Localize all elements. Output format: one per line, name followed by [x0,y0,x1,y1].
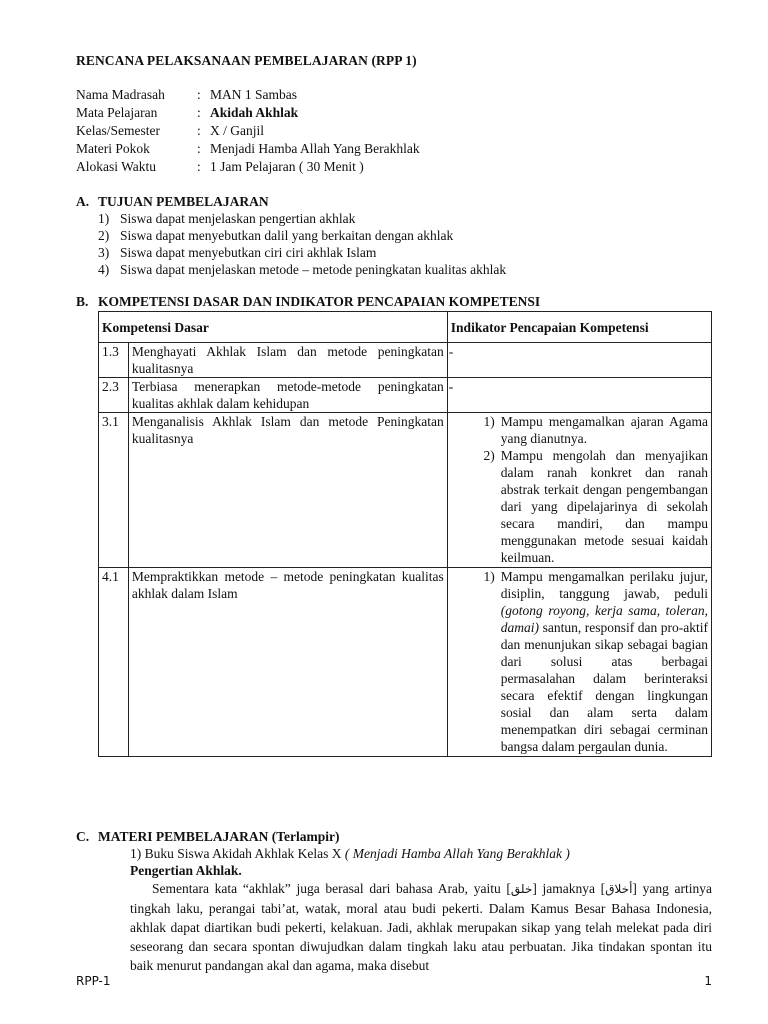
indicator-dash: - [447,378,711,413]
indicator-italic-part: (gotong royong, kerja sama, toleran, damai) [500,603,708,635]
list-item [98,227,506,244]
kd-number: 2.3 [99,378,129,413]
arabic-word: خلق [510,882,533,896]
info-row [76,86,420,104]
info-row [76,140,420,158]
header-indikator: Indikator Pencapaian Kompetensi [447,312,711,343]
list-item [98,244,506,261]
list-number: 2) [98,228,110,243]
section-b-heading [76,294,540,310]
indicator-number: 1) [483,569,495,584]
list-number: 4) [98,262,110,277]
info-row [76,158,420,176]
list-item [98,210,506,227]
indicator-text-part: Mampu mengamalkan perilaku jujur, disiplin, tanggung jawab, peduli [500,569,708,601]
list-item [98,261,506,278]
indicator-item [451,447,708,566]
indicator-text [501,568,708,755]
indicator-text: Mampu mengamalkan ajaran Agama yang dianutnya. [500,414,708,446]
info-colon: : [197,105,201,120]
paragraph-text: ] jamaknya [ [532,881,606,896]
info-value: 1 Jam Pelajaran ( 30 Menit ) [210,159,364,174]
info-colon: : [197,87,201,102]
indicator-item [451,413,708,447]
section-title: MATERI PEMBELAJARAN (Terlampir) [98,829,340,844]
section-c-heading [76,828,712,845]
section-letter: A. [76,194,90,209]
section-letter: B. [76,294,89,309]
info-colon: : [197,141,201,156]
indicator-item [451,568,708,755]
objectives-list [98,210,506,278]
info-value: X / Ganjil [210,123,264,138]
indicator-number: 1) [483,414,495,429]
competency-table [98,311,712,757]
kd-text: Mempraktikkan metode – metode peningkatan kualitas akhlak dalam Islam [128,568,447,757]
page-number: 1 [704,974,712,988]
section-a-heading [76,194,269,210]
kd-number: 4.1 [99,568,129,757]
section-title: TUJUAN PEMBELAJARAN [98,194,269,209]
info-colon: : [197,159,201,174]
indicator-number: 2) [483,448,495,463]
kd-text: Menganalisis Akhlak Islam dan metode Peningkatan kualitasnya [128,413,447,568]
list-text: Siswa dapat menyebutkan dalil yang berkaitan dengan akhlak [120,228,454,243]
material-paragraph [130,879,712,975]
info-row [76,104,420,122]
info-label: Alokasi Waktu [76,159,157,174]
info-value: Akidah Akhlak [210,105,299,120]
info-row [76,122,420,140]
indicator-text-part: santun, responsif dan pro-aktif dan menunjukan sikap sebagai bagian dari solusi atas berbagai permasalahan dalam berinteraksi secara efektif dengan lingkungan sosial dan alam serta dalam menempatkan diri sebagai cerminan bangsa dalam pergaulan dunia. [500,620,708,754]
kd-text: Terbiasa menerapkan metode-metode peningkatan kualitas akhlak dalam kehidupan [128,378,447,413]
indicator-cell [447,568,711,757]
kd-text: Menghayati Akhlak Islam dan metode peningkatan kualitasnya [128,343,447,378]
material-subheading: Pengertian Akhlak. [130,863,242,878]
table-row [99,413,712,568]
material-item [76,845,712,862]
section-title: KOMPETENSI DASAR DAN INDIKATOR PENCAPAIAN KOMPETENSI [98,294,541,309]
material-subtitle: ( Menjadi Hamba Allah Yang Berakhlak ) [344,846,570,861]
list-number: 3) [98,245,110,260]
paragraph-text: Sementara kata “akhlak” juga berasal dari bahasa Arab, yaitu [ [152,881,511,896]
info-label: Mata Pelajaran [76,105,158,120]
arabic-word: أخلاق [605,882,633,896]
indicator-cell [447,413,711,568]
info-label: Nama Madrasah [76,87,165,102]
list-number: 1) [130,846,142,861]
material-title: Buku Siswa Akidah Akhlak Kelas X [144,846,342,861]
info-label: Materi Pokok [76,141,150,156]
table-row [99,378,712,413]
table-row [99,568,712,757]
footer-label: RPP-1 [76,974,111,988]
info-value: Menjadi Hamba Allah Yang Berakhlak [210,141,420,156]
kd-number: 3.1 [99,413,129,568]
list-text: Siswa dapat menyebutkan ciri ciri akhlak Islam [120,245,377,260]
table-header-row [99,312,712,343]
document-title: RENCANA PELAKSANAAN PEMBELAJARAN (RPP 1) [76,53,417,68]
section-c [76,828,712,879]
list-text: Siswa dapat menjelaskan metode – metode peningkatan kualitas akhlak [120,262,507,277]
table-row [99,343,712,378]
header-kompetensi-dasar: Kompetensi Dasar [99,312,448,343]
list-text: Siswa dapat menjelaskan pengertian akhlak [120,211,356,226]
info-label: Kelas/Semester [76,123,160,138]
section-letter: C. [76,829,90,844]
indicator-text: Mampu mengolah dan menyajikan dalam ranah konkret dan ranah abstrak terkait dengan pengembangan dari yang dipelajarinya di sekolah secara mandiri, dan mampu menggunakan metode sesuai kaidah keilmuan. [500,448,708,565]
info-value: MAN 1 Sambas [210,87,297,102]
info-colon: : [197,123,201,138]
identity-block [76,86,420,176]
indicator-dash: - [447,343,711,378]
list-number: 1) [98,211,110,226]
kd-number: 1.3 [99,343,129,378]
paragraph-text: ] yang artinya tingkah laku, perangai tabi’at, watak, moral atau budi pekerti. Dalam Kamus Besar Bahasa Indonesia, akhlak dapat diartikan budi pekerti, kelakuan. Jadi, akhlak merupakan sikap yang telah melekat pada diri seseorang dan secara spontan diwujudkan dalam tingkah laku atau perbuatan. Jika tindakan spontan itu baik menurut pandangan akal dan agama, maka disebut [130,881,713,973]
